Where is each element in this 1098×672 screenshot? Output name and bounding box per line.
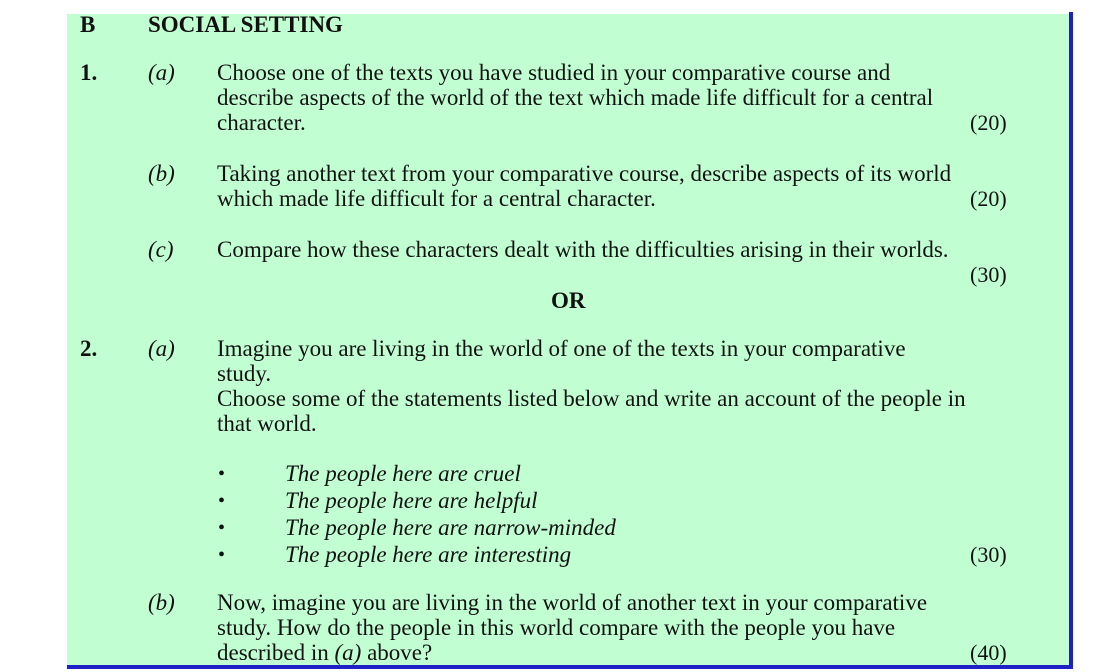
q1a-line-1: Choose one of the texts you have studied in your comparative course and <box>217 60 891 85</box>
section-letter: B <box>80 12 96 37</box>
q2a-line-4: that world. <box>217 411 317 436</box>
bullet-1: • <box>218 463 226 485</box>
or-separator: OR <box>551 288 586 313</box>
q1c-line-1: Compare how these characters dealt with the difficulties arising in their worlds. <box>217 237 949 262</box>
bullet-item-narrow-minded: The people here are narrow-minded <box>285 515 616 540</box>
q2a-line-3: Choose some of the statements listed below and write an account of the people in <box>217 386 966 411</box>
q2a-label: (a) <box>148 336 175 361</box>
panel-border-right <box>1069 12 1073 669</box>
q1a-marks: (20) <box>970 110 1007 135</box>
q2b-marks: (40) <box>970 640 1007 665</box>
panel-border-bottom <box>67 665 1073 669</box>
q2a-line-1: Imagine you are living in the world of one of the texts in your comparative <box>217 336 906 361</box>
q2b-label: (b) <box>148 590 175 615</box>
bullet-item-interesting: The people here are interesting <box>285 542 572 567</box>
q2a-marks: (30) <box>970 542 1007 567</box>
q2b-line-2: study. How do the people in this world compare with the people you have <box>217 615 896 640</box>
q1b-line-1: Taking another text from your comparative course, describe aspects of its world <box>217 161 952 186</box>
q1a-line-3: character. <box>217 110 306 135</box>
q1a-label: (a) <box>148 60 175 85</box>
q2b-line-3-pre: described in <box>217 640 335 665</box>
q1b-marks: (20) <box>970 186 1007 211</box>
bullet-3: • <box>218 517 226 539</box>
q2b-reference-a: (a) <box>334 640 362 665</box>
q2b-line-3-post: above? <box>361 640 433 665</box>
q1b-label: (b) <box>148 161 175 186</box>
q2a-line-2: study. <box>217 361 272 386</box>
q1b-line-2: which made life difficult for a central character. <box>217 186 656 211</box>
bullet-item-cruel: The people here are cruel <box>285 461 521 486</box>
q1c-label: (c) <box>148 237 174 262</box>
q1a-line-2: describe aspects of the world of the text which made life difficult for a central <box>217 85 934 110</box>
bullet-4: • <box>218 544 226 566</box>
question-1-number: 1. <box>80 60 98 85</box>
bullet-item-helpful: The people here are helpful <box>285 488 538 513</box>
bullet-2: • <box>218 490 226 512</box>
q2b-line-3 <box>217 640 432 665</box>
section-title: SOCIAL SETTING <box>148 12 343 37</box>
q2b-line-1: Now, imagine you are living in the world of another text in your comparative <box>217 590 928 615</box>
q1c-marks: (30) <box>970 262 1007 287</box>
question-2-number: 2. <box>80 336 98 361</box>
